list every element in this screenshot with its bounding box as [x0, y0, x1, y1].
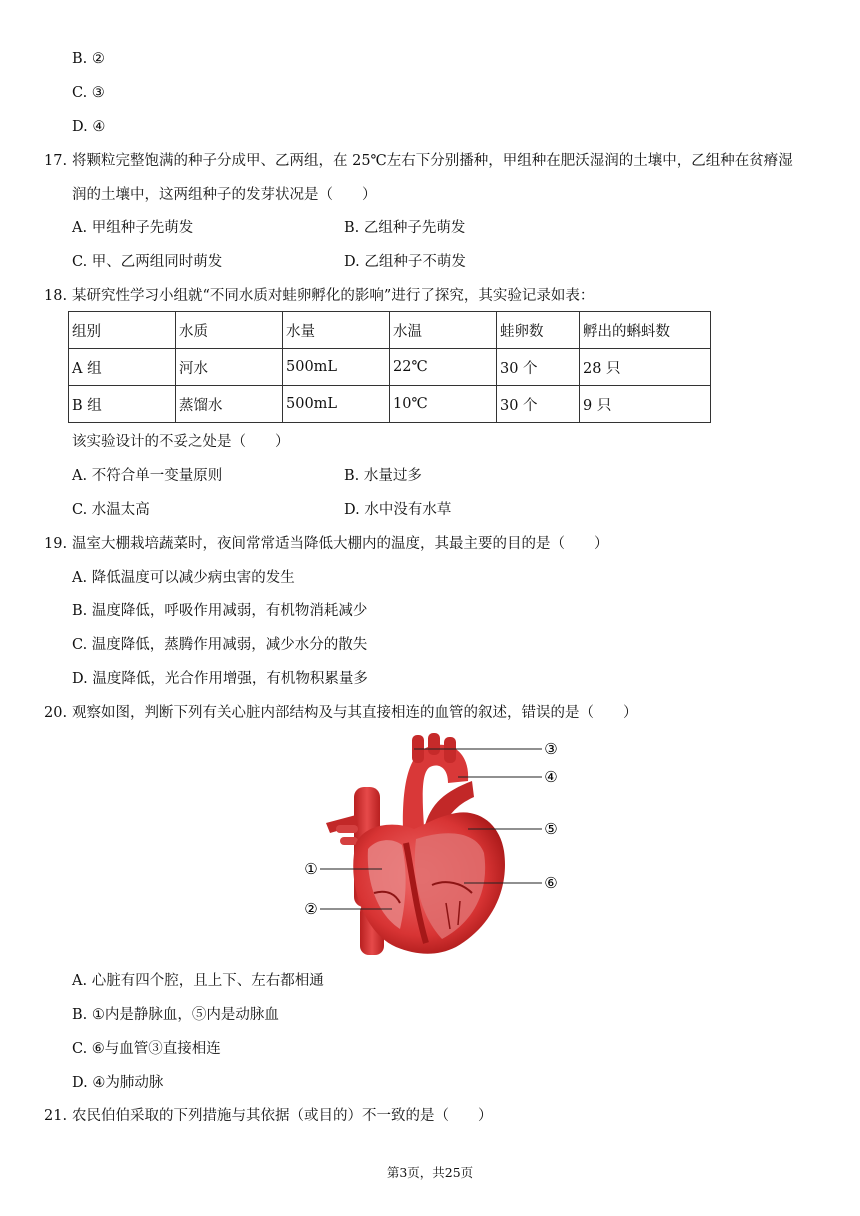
- table-cell: 10℃: [390, 386, 497, 423]
- q17-option-d: D. 乙组种子不萌发: [344, 254, 466, 270]
- table-header-cell: 孵出的蝌蚪数: [580, 312, 711, 349]
- table-cell: 500mL: [283, 386, 390, 423]
- q17-option-a: A. 甲组种子先萌发: [72, 220, 194, 236]
- q17-stem-line1: 将颗粒完整饱满的种子分成甲、乙两组，在 25℃左右下分别播种，甲组种在肥沃湿润的土壤中，乙组种在贫瘠湿: [72, 153, 793, 169]
- page-footer: 第3页，共25页: [386, 1165, 474, 1180]
- prev-option-b: B. ②: [72, 51, 105, 67]
- table-cell: 30 个: [497, 386, 580, 423]
- q17-stem-line2: 润的土壤中，这两组种子的发芽状况是（ ）: [72, 187, 377, 203]
- table-header-cell: 组别: [69, 312, 176, 349]
- q17-number: 17.: [44, 153, 68, 169]
- table-cell: 9 只: [580, 386, 711, 423]
- prev-option-c: C. ③: [72, 85, 105, 101]
- q18-option-d: D. 水中没有水草: [344, 502, 452, 518]
- heart-label-6: ⑥: [544, 874, 558, 892]
- heart-label-1: ①: [304, 860, 318, 878]
- q19-number: 19.: [44, 536, 68, 552]
- heart-label-3: ③: [544, 740, 558, 758]
- q20-number: 20.: [44, 705, 68, 721]
- experiment-record-table: [68, 311, 711, 423]
- heart-label-2: ②: [304, 900, 318, 918]
- q19-option-a: A. 降低温度可以减少病虫害的发生: [72, 570, 295, 586]
- q18-option-b: B. 水量过多: [344, 468, 422, 484]
- q18-option-a: A. 不符合单一变量原则: [72, 468, 223, 484]
- table-cell: 河水: [176, 349, 283, 386]
- q20-option-a: A. 心脏有四个腔，且上下、左右都相通: [72, 973, 324, 989]
- heart-illustration: [326, 733, 505, 955]
- heart-diagram: [296, 733, 566, 959]
- table-header-cell: 水量: [283, 312, 390, 349]
- q18-question: 该实验设计的不妥之处是（ ）: [72, 434, 290, 450]
- heart-label-4: ④: [544, 768, 558, 786]
- q19-stem: 温室大棚栽培蔬菜时，夜间常常适当降低大棚内的温度，其最主要的目的是（ ）: [72, 536, 609, 552]
- q20-option-c: C. ⑥与血管③直接相连: [72, 1041, 221, 1057]
- q19-option-c: C. 温度降低，蒸腾作用减弱，减少水分的散失: [72, 637, 368, 653]
- table-header-cell: 水温: [390, 312, 497, 349]
- table-cell: A 组: [69, 349, 176, 386]
- q17-option-c: C. 甲、乙两组同时萌发: [72, 254, 223, 270]
- q19-option-b: B. 温度降低，呼吸作用减弱，有机物消耗减少: [72, 603, 368, 619]
- q18-number: 18.: [44, 288, 68, 304]
- q18-option-c: C. 水温太高: [72, 502, 150, 518]
- heart-label-5: ⑤: [544, 820, 558, 838]
- q20-option-d: D. ④为肺动脉: [72, 1075, 164, 1091]
- q21-stem: 农民伯伯采取的下列措施与其依据（或目的）不一致的是（ ）: [72, 1108, 493, 1124]
- q18-stem: 某研究性学习小组就“不同水质对蛙卵孵化的影响”进行了探究，其实验记录如表：: [72, 288, 595, 304]
- prev-option-d: D. ④: [72, 119, 106, 135]
- table-header-cell: 水质: [176, 312, 283, 349]
- table-row: [69, 386, 711, 423]
- table-header-row: [69, 312, 711, 349]
- q21-number: 21.: [44, 1108, 68, 1124]
- table-cell: 30 个: [497, 349, 580, 386]
- table-cell: 28 只: [580, 349, 711, 386]
- q20-stem: 观察如图，判断下列有关心脏内部结构及与其直接相连的血管的叙述，错误的是（ ）: [72, 705, 638, 721]
- table-row: [69, 349, 711, 386]
- q20-option-b: B. ①内是静脉血，⑤内是动脉血: [72, 1007, 279, 1023]
- table-header-cell: 蛙卵数: [497, 312, 580, 349]
- table-cell: 蒸馏水: [176, 386, 283, 423]
- table-cell: 22℃: [390, 349, 497, 386]
- q17-option-b: B. 乙组种子先萌发: [344, 220, 466, 236]
- table-cell: 500mL: [283, 349, 390, 386]
- q19-option-d: D. 温度降低，光合作用增强，有机物积累量多: [72, 671, 368, 687]
- table-cell: B 组: [69, 386, 176, 423]
